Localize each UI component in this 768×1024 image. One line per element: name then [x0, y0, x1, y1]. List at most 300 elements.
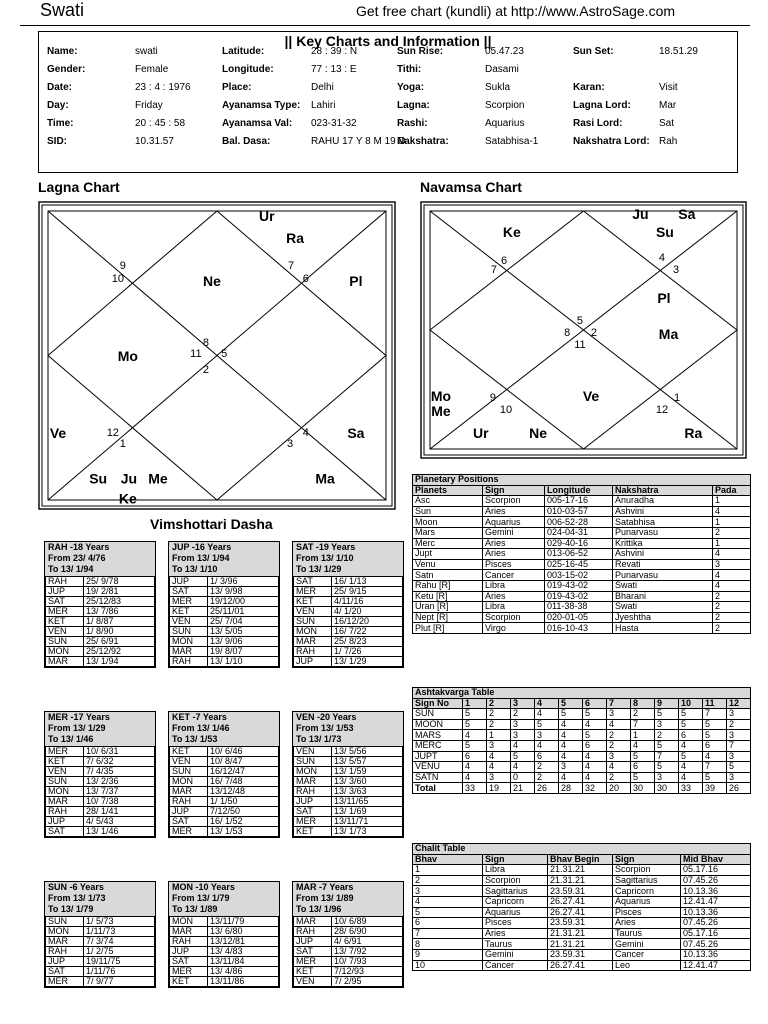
dasha-planet: MAR — [46, 937, 84, 947]
table-cell: 1 — [713, 538, 751, 549]
chart-planet: Me — [431, 402, 451, 419]
table-header-row — [413, 698, 751, 709]
dasha-row — [170, 587, 279, 597]
info-label: Latitude: — [222, 46, 265, 57]
table-cell: Punarvasu — [613, 570, 713, 581]
table-cell: 2 — [727, 719, 751, 730]
dasha-date: 1/11/73 — [84, 927, 155, 937]
chart-sign-number: 5 — [576, 315, 583, 328]
table-cell: Scorpion — [613, 865, 681, 876]
table-total-cell: 21 — [511, 783, 535, 794]
table-cell: 3 — [487, 740, 511, 751]
chart-sign-number: 6 — [500, 254, 508, 267]
dasha-planet: VEN — [46, 627, 84, 637]
table-row — [413, 751, 751, 762]
info-label: Nakshatra: — [397, 136, 449, 147]
dasha-date: 13/ 9/06 — [208, 637, 279, 647]
table-cell: 5 — [583, 730, 607, 741]
table-total-cell: 28 — [559, 783, 583, 794]
dasha-date: 13/11/71 — [332, 817, 403, 827]
dasha-row — [46, 927, 155, 937]
dasha-block — [292, 711, 404, 838]
table-cell: SATN — [413, 772, 463, 783]
table-cell: VENU — [413, 762, 463, 773]
table-cell: 4 — [713, 506, 751, 517]
table-cell: 2 — [713, 612, 751, 623]
dasha-period: MER -17 Years — [48, 712, 110, 722]
dasha-planet: MAR — [170, 927, 208, 937]
table-cell: Aquarius — [483, 517, 545, 528]
table-total-cell: 26 — [535, 783, 559, 794]
dasha-date: 25/11/01 — [208, 607, 279, 617]
navamsa-chart — [420, 201, 747, 459]
table-cell: 4 — [679, 740, 703, 751]
table-cell: 5 — [655, 740, 679, 751]
table-cell: 4 — [631, 740, 655, 751]
table-cell: 4 — [703, 751, 727, 762]
table-cell: 019-43-02 — [545, 591, 613, 602]
table-cell: Asc — [413, 496, 483, 507]
table-row — [413, 559, 751, 570]
dasha-block-header — [169, 882, 279, 916]
chart-planet: Mo — [117, 348, 138, 365]
lagna-chart — [38, 201, 396, 510]
dasha-period: MAR -7 Years — [296, 882, 354, 892]
dasha-date: 10/ 6/31 — [84, 747, 155, 757]
dasha-row — [294, 757, 403, 767]
table-cell: 6 — [679, 730, 703, 741]
dasha-date: 16/ 1/13 — [332, 577, 403, 587]
dasha-planet: MAR — [46, 657, 84, 667]
dasha-planet: MER — [170, 967, 208, 977]
info-value: Sat — [659, 118, 675, 129]
table-cell: 4 — [583, 751, 607, 762]
chart-planet: Ne — [529, 425, 548, 442]
table-cell: 2 — [607, 772, 631, 783]
table-cell: 3 — [655, 772, 679, 783]
dasha-planet: JUP — [170, 947, 208, 957]
dasha-row — [170, 627, 279, 637]
table-cell: 024-04-31 — [545, 527, 613, 538]
table-total-cell: 30 — [655, 783, 679, 794]
dasha-row — [46, 607, 155, 617]
dasha-date: 13/11/86 — [208, 977, 279, 987]
chart-sign-number: 4 — [302, 426, 309, 439]
dasha-row — [46, 937, 155, 947]
info-value: Sukla — [485, 82, 511, 93]
table-cell: 6 — [703, 740, 727, 751]
table-cell: 9 — [413, 949, 483, 960]
table-row — [413, 496, 751, 507]
table-cell: 7 — [413, 928, 483, 939]
table-cell: 2 — [713, 591, 751, 602]
dasha-row — [294, 967, 403, 977]
table-cell: Pisces — [483, 559, 545, 570]
dasha-period: VEN -20 Years — [296, 712, 357, 722]
dasha-row — [294, 767, 403, 777]
table-cell: Capricorn — [613, 886, 681, 897]
dasha-period: SAT -19 Years — [296, 542, 356, 552]
table-cell: 7 — [655, 751, 679, 762]
dasha-planet: SAT — [46, 597, 84, 607]
dasha-planet: KET — [170, 977, 208, 987]
chart-sign-number: 1 — [119, 437, 126, 450]
info-label: Bal. Dasa: — [222, 136, 271, 147]
dasha-row — [170, 817, 279, 827]
table-cell: 3 — [655, 719, 679, 730]
chart-planet: Ma — [315, 470, 335, 487]
dasha-date: 13/ 5/05 — [208, 627, 279, 637]
table-cell: 029-40-16 — [545, 538, 613, 549]
table-row — [413, 549, 751, 560]
chart-sign-number: 5 — [221, 348, 228, 361]
table-cell: 4 — [463, 772, 487, 783]
dasha-planet: RAH — [46, 947, 84, 957]
table-row — [413, 612, 751, 623]
dasha-row — [170, 957, 279, 967]
table-cell: Pisces — [483, 918, 548, 929]
info-label: Rasi Lord: — [573, 118, 623, 129]
table-cell: Scorpion — [483, 612, 545, 623]
table-cell: Aries — [483, 549, 545, 560]
table-cell: Mars — [413, 527, 483, 538]
table-cell: 21.31.21 — [548, 928, 613, 939]
info-label: Gender: — [47, 64, 86, 75]
dasha-date: 7/12/50 — [208, 807, 279, 817]
table-cell: Swati — [613, 602, 713, 613]
column-header: Nakshatra — [613, 485, 713, 496]
table-caption: Chalit Table — [413, 844, 751, 855]
table-cell: 2 — [713, 602, 751, 613]
table-cell: Gemini — [483, 949, 548, 960]
table-row — [413, 762, 751, 773]
info-value: 10.31.57 — [135, 136, 174, 147]
table-total-cell: 33 — [679, 783, 703, 794]
chart-sign-number: 11 — [574, 339, 586, 352]
table-row — [413, 928, 751, 939]
dasha-planet: MAR — [294, 777, 332, 787]
info-value: Visit — [659, 82, 678, 93]
header-divider — [20, 25, 750, 26]
dasha-date: 16/ 1/52 — [208, 817, 279, 827]
chart-sign-number: 6 — [302, 272, 309, 285]
dasha-row — [294, 807, 403, 817]
chart-planet: Me — [148, 470, 168, 487]
dasha-planet: VEN — [46, 767, 84, 777]
table-row — [413, 886, 751, 897]
dasha-date: 1/ 8/87 — [84, 617, 155, 627]
column-header: Pada — [713, 485, 751, 496]
dasha-planet: MAR — [170, 787, 208, 797]
dasha-date: 13/ 1/53 — [208, 827, 279, 837]
column-header: 3 — [511, 698, 535, 709]
dasha-date: 13/ 9/98 — [208, 587, 279, 597]
table-cell: Sun — [413, 506, 483, 517]
dasha-planet: SUN — [294, 617, 332, 627]
dasha-planet: MON — [170, 777, 208, 787]
chart-planet: Ma — [658, 326, 679, 343]
chart-planet: Ke — [502, 224, 521, 241]
table-total-cell: 33 — [463, 783, 487, 794]
dasha-date: 25/ 8/23 — [332, 637, 403, 647]
dasha-row — [170, 647, 279, 657]
dasha-date: 13/ 1/94 — [84, 657, 155, 667]
dasha-date: 4/ 5/43 — [84, 817, 155, 827]
table-cell: Ashvini — [613, 549, 713, 560]
dasha-row — [294, 957, 403, 967]
dasha-planet: MER — [294, 587, 332, 597]
dasha-row — [46, 777, 155, 787]
dasha-planet: SAT — [46, 967, 84, 977]
table-cell: Hasta — [613, 623, 713, 634]
dasha-from: From 13/ 1/10 — [296, 553, 354, 563]
dasha-date: 4/11/16 — [332, 597, 403, 607]
dasha-planet: KET — [294, 967, 332, 977]
dasha-subperiods — [45, 916, 155, 987]
chart-sign-number: 9 — [119, 259, 126, 272]
dasha-date: 13/ 6/80 — [208, 927, 279, 937]
dasha-planet: RAH — [170, 937, 208, 947]
dasha-date: 10/ 7/38 — [84, 797, 155, 807]
dasha-row — [170, 967, 279, 977]
dasha-planet: VEN — [294, 747, 332, 757]
column-header: Sign — [483, 854, 548, 865]
dasha-planet: RAH — [170, 797, 208, 807]
dasha-row — [294, 617, 403, 627]
dasha-row — [170, 917, 279, 927]
chart-planet: Pl — [657, 289, 671, 306]
column-header: 1 — [463, 698, 487, 709]
dasha-date: 16/ 7/48 — [208, 777, 279, 787]
dasha-planet: MON — [46, 927, 84, 937]
dasha-row — [294, 627, 403, 637]
dasha-row — [46, 767, 155, 777]
table-cell: 1 — [631, 730, 655, 741]
table-cell: 4 — [535, 740, 559, 751]
dasha-date: 13/12/81 — [208, 937, 279, 947]
table-cell: 5 — [631, 772, 655, 783]
table-row — [413, 918, 751, 929]
table-cell: 7 — [703, 762, 727, 773]
table-cell: 6 — [535, 751, 559, 762]
table-row — [413, 865, 751, 876]
table-cell: 4 — [559, 740, 583, 751]
table-caption: Planetary Positions — [413, 475, 751, 486]
dasha-planet: MER — [294, 817, 332, 827]
dasha-row — [294, 977, 403, 987]
table-cell: 5 — [511, 751, 535, 762]
table-cell: 4 — [583, 719, 607, 730]
table-cell: 10.13.36 — [681, 886, 751, 897]
table-cell: Aries — [483, 506, 545, 517]
table-cell: 2 — [607, 740, 631, 751]
dasha-planet: MER — [170, 597, 208, 607]
table-cell: Punarvasu — [613, 527, 713, 538]
dasha-date: 19/ 2/81 — [84, 587, 155, 597]
table-cell: 005-17-16 — [545, 496, 613, 507]
table-row — [413, 506, 751, 517]
dasha-planet: JUP — [294, 937, 332, 947]
dasha-planet: SAT — [170, 957, 208, 967]
dasha-from: From 13/ 1/46 — [172, 723, 230, 733]
table-cell: 1 — [713, 517, 751, 528]
table-cell: 4 — [679, 762, 703, 773]
dasha-row — [170, 797, 279, 807]
info-label: Name: — [47, 46, 78, 57]
dasha-planet: MER — [46, 747, 84, 757]
table-cell: Taurus — [483, 939, 548, 950]
column-header: Planets — [413, 485, 483, 496]
info-value: Delhi — [311, 82, 334, 93]
table-cell: Sagittarius — [613, 875, 681, 886]
dasha-date: 13/ 7/37 — [84, 787, 155, 797]
table-cell: Revati — [613, 559, 713, 570]
table-cell: 4 — [559, 751, 583, 762]
table-cell: Aquarius — [483, 907, 548, 918]
table-cell: 4 — [559, 730, 583, 741]
table-cell: 011-38-38 — [545, 602, 613, 613]
table-caption-row — [413, 844, 751, 855]
dasha-planet: SUN — [46, 777, 84, 787]
dasha-row — [294, 937, 403, 947]
dasha-row — [46, 617, 155, 627]
dasha-date: 16/12/47 — [208, 767, 279, 777]
table-row — [413, 517, 751, 528]
table-cell: 2 — [607, 730, 631, 741]
dasha-block-header — [45, 712, 155, 746]
info-value: 77 : 13 : E — [311, 64, 357, 75]
dasha-row — [46, 817, 155, 827]
dasha-block-header — [293, 882, 403, 916]
dasha-planet: SAT — [170, 817, 208, 827]
info-value: Aquarius — [485, 118, 525, 129]
chart-sign-number: 10 — [499, 404, 513, 417]
table-cell: Jupt — [413, 549, 483, 560]
dasha-date: 13/ 3/60 — [332, 777, 403, 787]
table-cell: Gemini — [483, 527, 545, 538]
info-label: Karan: — [573, 82, 605, 93]
table-cell: 6 — [413, 918, 483, 929]
column-header: Mid Bhav — [681, 854, 751, 865]
header-link[interactable]: Get free chart (kundli) at http://www.AstroSage.com — [356, 3, 676, 19]
table-cell: 2 — [631, 709, 655, 720]
info-label: Tithi: — [397, 64, 422, 75]
table-cell: 6 — [631, 762, 655, 773]
column-header: 11 — [703, 698, 727, 709]
info-value: Dasami — [485, 64, 519, 75]
table-cell: Gemini — [613, 939, 681, 950]
dasha-from: From 13/ 1/89 — [296, 893, 354, 903]
table-cell: 23.59.31 — [548, 918, 613, 929]
table-row — [413, 730, 751, 741]
info-value: Mar — [659, 100, 677, 111]
table-cell: 3 — [487, 772, 511, 783]
table-cell: Satn — [413, 570, 483, 581]
table-row — [413, 591, 751, 602]
table-row — [413, 580, 751, 591]
table-cell: 5 — [679, 719, 703, 730]
dasha-date: 1/11/76 — [84, 967, 155, 977]
dasha-date: 7/ 6/32 — [84, 757, 155, 767]
table-cell: Libra — [483, 602, 545, 613]
table-cell: Venu — [413, 559, 483, 570]
info-value: Scorpion — [485, 100, 525, 111]
dasha-planet: MON — [294, 627, 332, 637]
table-cell: Sagittarius — [483, 886, 548, 897]
table-cell: Aries — [483, 538, 545, 549]
dasha-date: 13/11/84 — [208, 957, 279, 967]
table-cell: MERC — [413, 740, 463, 751]
table-cell: 5 — [727, 762, 751, 773]
dasha-planet: MER — [170, 827, 208, 837]
chart-planet: Ve — [49, 425, 67, 442]
dasha-from: From 13/ 1/53 — [296, 723, 354, 733]
chart-planet: Su — [655, 224, 674, 241]
table-cell: 8 — [413, 939, 483, 950]
column-header: 7 — [607, 698, 631, 709]
dasha-block — [292, 881, 404, 988]
table-cell: Libra — [483, 865, 548, 876]
table-cell: 1 — [413, 865, 483, 876]
chart-sign-number: 2 — [590, 326, 598, 339]
dasha-date: 4/ 1/20 — [332, 607, 403, 617]
chart-sign-number: 9 — [489, 391, 496, 404]
info-value: 18.51.29 — [659, 46, 698, 57]
table-cell: 3 — [727, 751, 751, 762]
table-cell: 3 — [607, 751, 631, 762]
table-cell: 4 — [607, 762, 631, 773]
table-cell: 26.27.41 — [548, 960, 613, 971]
dasha-from: From 13/ 1/73 — [48, 893, 106, 903]
dasha-date: 1/ 7/26 — [332, 647, 403, 657]
dasha-row — [170, 607, 279, 617]
dasha-block — [292, 541, 404, 668]
table-cell: Aries — [483, 591, 545, 602]
dasha-date: 13/11/65 — [332, 797, 403, 807]
table-cell: 5 — [655, 709, 679, 720]
column-header: Bhav Begin — [548, 854, 613, 865]
dasha-planet: SAT — [294, 807, 332, 817]
dasha-subperiods — [293, 746, 403, 837]
dasha-planet: JUP — [46, 587, 84, 597]
dasha-planet: MON — [46, 647, 84, 657]
dasha-date: 10/ 8/47 — [208, 757, 279, 767]
table-cell: 12.41.47 — [681, 896, 751, 907]
dasha-row — [170, 747, 279, 757]
table-row — [413, 570, 751, 581]
dasha-to: To 13/ 1/79 — [48, 904, 94, 914]
table-cell: 12.41.47 — [681, 960, 751, 971]
dasha-to: To 13/ 1/94 — [48, 564, 94, 574]
dasha-subperiods — [293, 916, 403, 987]
table-cell: Aquarius — [613, 896, 681, 907]
dasha-date: 13/11/79 — [208, 917, 279, 927]
dasha-row — [170, 787, 279, 797]
table-cell: Taurus — [613, 928, 681, 939]
table-row — [413, 709, 751, 720]
dasha-date: 13/ 1/69 — [332, 807, 403, 817]
table-cell: 5 — [535, 719, 559, 730]
info-label: Sun Rise: — [397, 46, 444, 57]
dasha-row — [46, 797, 155, 807]
dasha-block — [44, 711, 156, 838]
dasha-date: 25/12/83 — [84, 597, 155, 607]
dasha-date: 19/11/75 — [84, 957, 155, 967]
dasha-planet: RAH — [294, 647, 332, 657]
dasha-row — [170, 927, 279, 937]
dasha-planet: JUP — [46, 817, 84, 827]
table-total-cell: 39 — [703, 783, 727, 794]
